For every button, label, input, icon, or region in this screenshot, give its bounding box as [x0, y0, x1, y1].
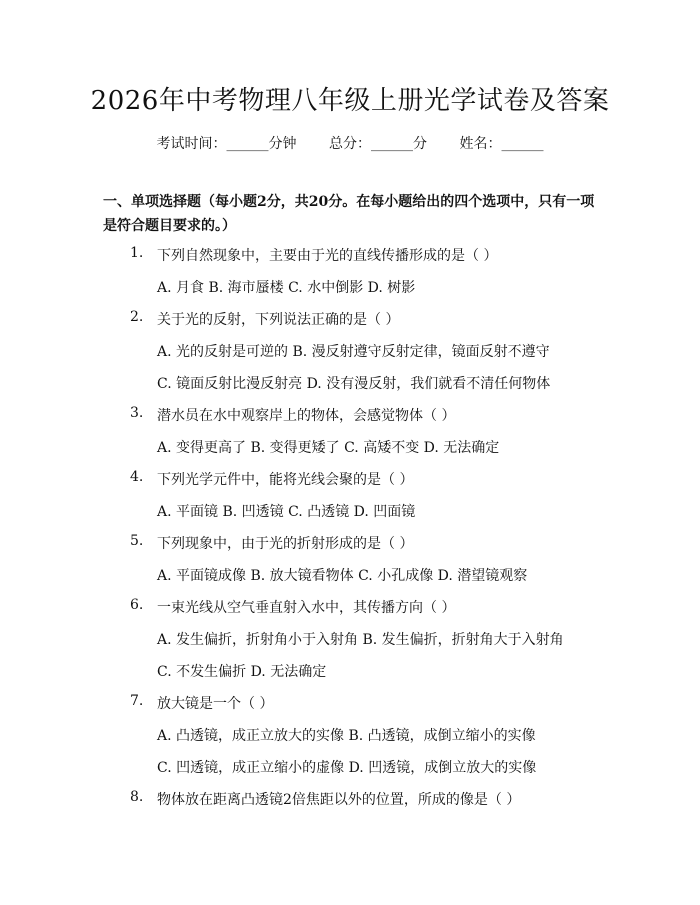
question-text: 物体放在距离凸透镜2倍焦距以外的位置，所成的像是（ ） [157, 792, 521, 808]
question-text: 关于光的反射，下列说法正确的是（ ） [157, 312, 400, 328]
question-7-options-line-2: C. 凹透镜，成正立缩小的虚像 D. 凹透镜，成倒立放大的实像 [157, 760, 537, 776]
question-number: 6. [130, 597, 144, 613]
question-number: 4. [130, 469, 144, 485]
student-name-field: 姓名：______ [459, 136, 544, 152]
question-number: 5. [130, 533, 144, 549]
question-4-options: A. 平面镜 B. 凹透镜 C. 凸透镜 D. 凹面镜 [157, 504, 416, 520]
question-number: 8. [130, 789, 144, 805]
question-6-options-line-2: C. 不发生偏折 D. 无法确定 [157, 664, 327, 680]
question-6-options-line-1: A. 发生偏折，折射角小于入射角 B. 发生偏折，折射角大于入射角 [157, 632, 564, 648]
question-text: 一束光线从空气垂直射入水中，其传播方向（ ） [157, 600, 456, 616]
exam-info-line [0, 133, 700, 153]
question-number: 1. [130, 245, 144, 261]
question-3-options: A. 变得更高了 B. 变得更矮了 C. 高矮不变 D. 无法确定 [157, 440, 500, 456]
question-text: 下列自然现象中，主要由于光的直线传播形成的是（ ） [157, 248, 498, 264]
question-2-options-line-2: C. 镜面反射比漫反射亮 D. 没有漫反射，我们就看不清任何物体 [157, 376, 551, 392]
question-text: 下列现象中，由于光的折射形成的是（ ） [157, 536, 414, 552]
question-7-options-line-1: A. 凸透镜，成正立放大的实像 B. 凸透镜，成倒立缩小的实像 [157, 728, 536, 744]
question-number: 7. [130, 693, 144, 709]
question-2-options-line-1: A. 光的反射是可逆的 B. 漫反射遵守反射定律，镜面反射不遵守 [157, 344, 550, 360]
question-5-options: A. 平面镜成像 B. 放大镜看物体 C. 小孔成像 D. 潜望镜观察 [157, 568, 528, 584]
question-1-options: A. 月食 B. 海市蜃楼 C. 水中倒影 D. 树影 [157, 280, 416, 296]
question-number: 3. [130, 405, 144, 421]
section-heading: 一、单项选择题（每小题2分，共20分。在每小题给出的四个选项中，只有一项是符合题目要求的。） [103, 194, 595, 234]
question-text: 放大镜是一个（ ） [157, 696, 274, 712]
question-text: 潜水员在水中观察岸上的物体，会感觉物体（ ） [157, 408, 456, 424]
total-score-field: 总分：______分 [329, 136, 427, 152]
exam-time-field: 考试时间：______分钟 [156, 136, 297, 152]
question-number: 2. [130, 309, 144, 325]
question-text: 下列光学元件中，能将光线会聚的是（ ） [157, 472, 414, 488]
page-title: 2026年中考物理八年级上册光学试卷及答案 [90, 86, 610, 116]
